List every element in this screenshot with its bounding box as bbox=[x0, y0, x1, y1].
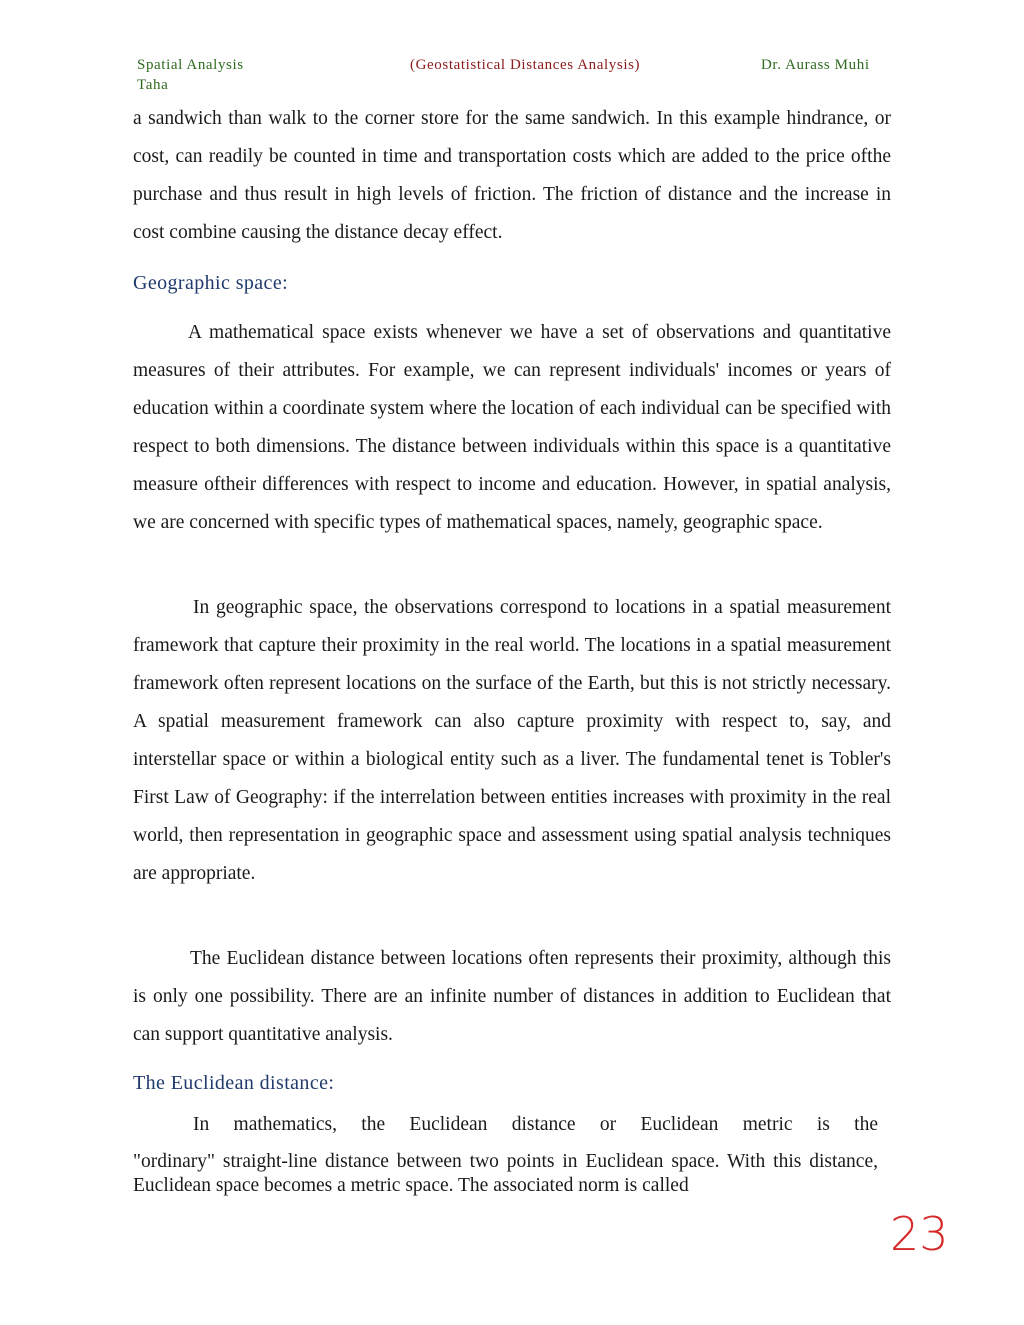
header-author-surname: Taha bbox=[137, 77, 169, 93]
paragraph-geographic-space: In geographic space, the observations correspond to locations in a spatial measurement framework that capture their proximity in the real world. The locations in a spatial measurement framework often represent locations on the surface of the Earth, but this is not strictly necessary. A spatial measurement framework can also capture proximity with respect to, say, and interstellar space or within a biological entity such as a liver. The fundamental tenet is Tobler's First Law of Geography: if the interrelation between entities increases with proximity in the real world, then representation in geographic space and assessment using spatial analysis techniques are appropriate. bbox=[133, 597, 891, 884]
heading-euclidean-distance: The Euclidean distance: bbox=[133, 1072, 335, 1094]
header-course-title: Spatial Analysis bbox=[137, 57, 244, 73]
heading-geographic-space: Geographic space: bbox=[133, 272, 289, 294]
paragraph-euclidean-definition-line1: In mathematics, the Euclidean distance or Euclidean metric is the bbox=[193, 1114, 878, 1135]
paragraph-euclidean-definition-rest: "ordinary" straight-line distance between two points in Euclidean space. With this distance, Euclidean space becomes a metric space. The associated norm is called bbox=[133, 1151, 878, 1196]
paragraph-euclidean-definition bbox=[133, 1113, 878, 1198]
page-number: 23 bbox=[890, 1207, 949, 1261]
paragraph-distance-decay: a sandwich than walk to the corner store for the same sandwich. In this example hindrance, or cost, can readily be counted in time and transportation costs which are added to the price ofthe purchase and thus result in high levels of friction. The friction of distance and the increase in cost combine causing the distance decay effect. bbox=[133, 108, 891, 243]
header-author-name: Dr. Aurass Muhi bbox=[761, 57, 870, 73]
paragraph-mathematical-space: A mathematical space exists whenever we have a set of observations and quantitative measures of their attributes. For example, we can represent individuals' incomes or years of education within a coordinate system where the location of each individual can be specified with respect to both dimensions. The distance between individuals within this space is a quantitative measure oftheir differences with respect to income and education. However, in spatial analysis, we are concerned with specific types of mathematical spaces, namely, geographic space. bbox=[133, 322, 891, 533]
paragraph-euclidean-proximity: The Euclidean distance between locations often represents their proximity, although this is only one possibility. There are an infinite number of distances in addition to Euclidean that can support quantitative analysis. bbox=[133, 948, 891, 1045]
header-chapter-title: (Geostatistical Distances Analysis) bbox=[410, 57, 641, 73]
